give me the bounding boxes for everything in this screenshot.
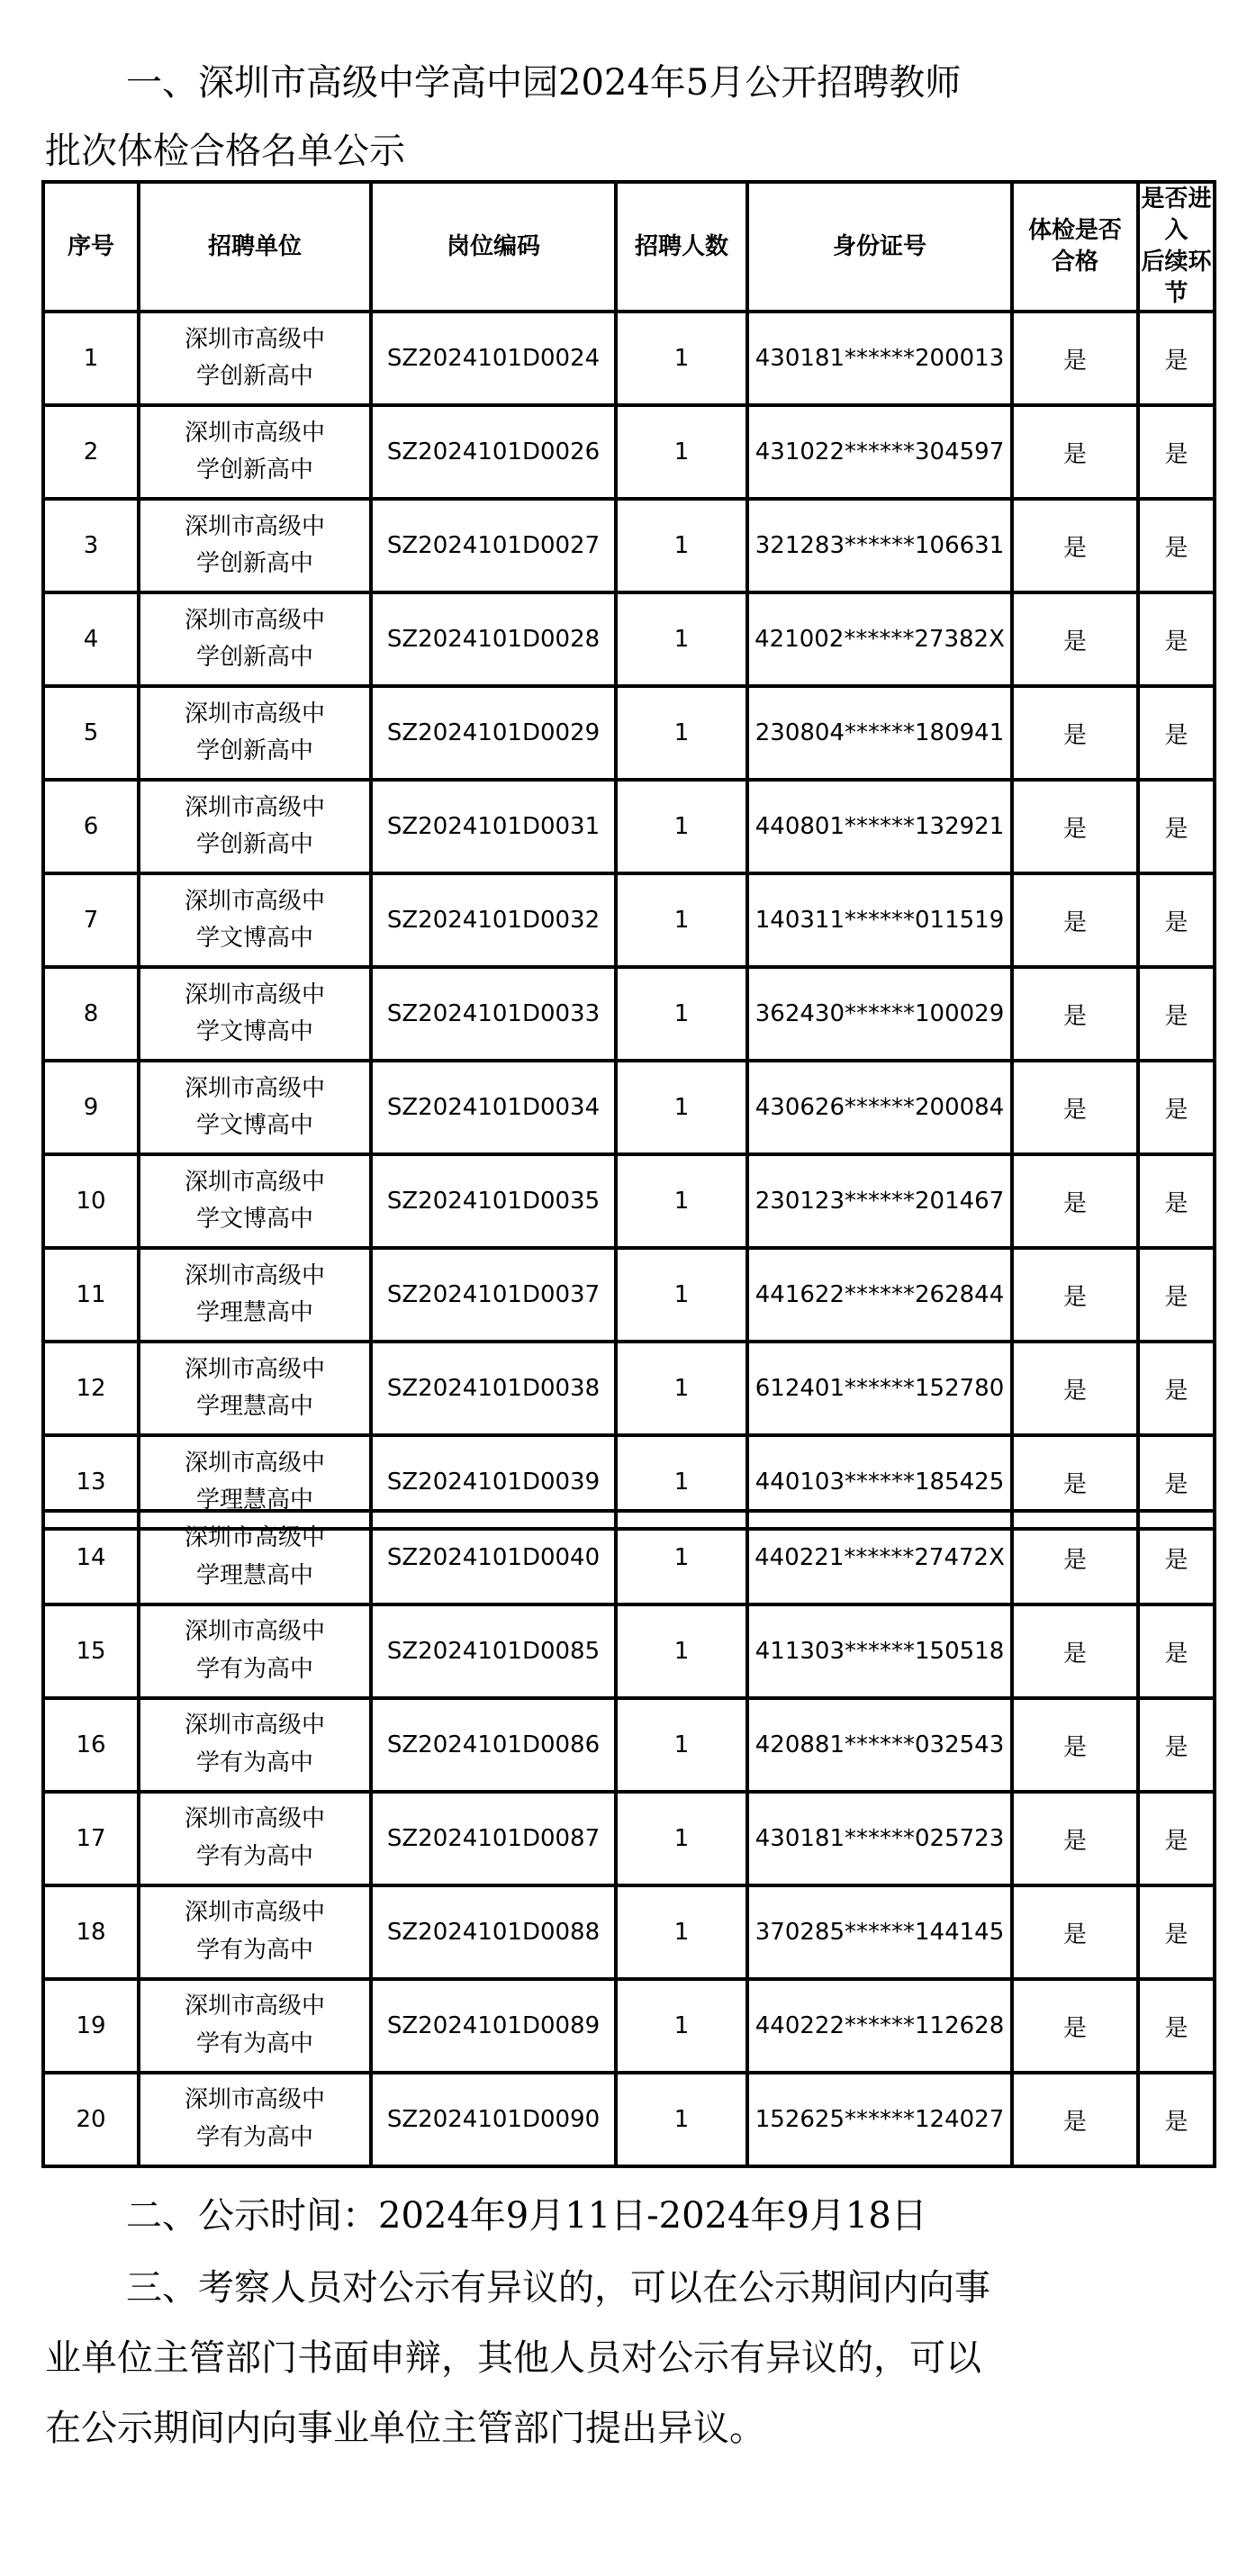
cell-seq: 12 <box>43 1342 139 1435</box>
cell-id-number: 140311******011519 <box>747 873 1012 967</box>
results-table-part2 <box>41 1509 1216 2168</box>
cell-next: 是 <box>1138 312 1215 405</box>
unit-line2: 学创新高中 <box>195 737 313 765</box>
cell-next: 是 <box>1138 780 1215 873</box>
cell-next: 是 <box>1138 1248 1215 1342</box>
unit-line2: 学有为高中 <box>195 2124 313 2151</box>
cell-count: 1 <box>616 1154 747 1248</box>
cell-unit <box>139 405 371 499</box>
cell-passed: 是 <box>1012 873 1138 967</box>
table-row <box>43 405 1215 499</box>
cell-id-number: 362430******100029 <box>747 967 1012 1061</box>
unit-line2: 学文博高中 <box>195 1112 313 1140</box>
cell-id-number: 321283******106631 <box>747 499 1012 592</box>
cell-passed: 是 <box>1012 1979 1138 2073</box>
unit-line1: 深圳市高级中 <box>184 1618 325 1646</box>
cell-passed: 是 <box>1012 686 1138 780</box>
unit-line1: 深圳市高级中 <box>184 1993 325 2020</box>
cell-unit <box>139 1792 371 1885</box>
header-passed-line1: 体检是否 <box>1027 217 1122 245</box>
unit-line2: 学创新高中 <box>195 831 313 859</box>
cell-next: 是 <box>1138 967 1215 1061</box>
page-title-line2: 批次体检合格名单公示 <box>45 131 405 172</box>
header-post-code: 岗位编码 <box>371 182 616 312</box>
cell-post-code: SZ2024101D0085 <box>371 1604 616 1698</box>
publicity-time: 二、公示时间：2024年9月11日-2024年9月18日 <box>126 2195 927 2237</box>
cell-count: 1 <box>616 967 747 1061</box>
table-row <box>43 780 1215 873</box>
cell-seq: 20 <box>43 2073 139 2166</box>
cell-passed: 是 <box>1012 1248 1138 1342</box>
unit-line1: 深圳市高级中 <box>184 1168 325 1196</box>
cell-next: 是 <box>1138 405 1215 499</box>
cell-unit <box>139 2073 371 2166</box>
cell-next: 是 <box>1138 1698 1215 1792</box>
cell-count: 1 <box>616 2073 747 2166</box>
cell-passed: 是 <box>1012 1698 1138 1792</box>
cell-post-code: SZ2024101D0090 <box>371 2073 616 2166</box>
cell-unit <box>139 1061 371 1154</box>
cell-seq: 4 <box>43 592 139 686</box>
unit-line1: 深圳市高级中 <box>184 419 325 447</box>
cell-passed: 是 <box>1012 1061 1138 1154</box>
objection-note-line2: 业单位主管部门书面申辩，其他人员对公示有异议的，可以 <box>45 2337 981 2379</box>
cell-next: 是 <box>1138 592 1215 686</box>
table-row <box>43 873 1215 967</box>
cell-unit <box>139 1342 371 1435</box>
cell-count: 1 <box>616 1435 747 1529</box>
cell-seq: 13 <box>43 1435 139 1529</box>
cell-id-number: 370285******144145 <box>747 1885 1012 1979</box>
header-next-line1: 是否进入 <box>1141 185 1212 245</box>
cell-unit <box>139 1154 371 1248</box>
cell-unit <box>139 1885 371 1979</box>
cell-seq: 10 <box>43 1154 139 1248</box>
unit-line1: 深圳市高级中 <box>184 981 325 1008</box>
cell-count: 1 <box>616 499 747 592</box>
cell-seq: 7 <box>43 873 139 967</box>
cell-passed: 是 <box>1012 1792 1138 1885</box>
unit-line2: 学创新高中 <box>195 550 313 578</box>
cell-unit <box>139 1979 371 2073</box>
cell-passed: 是 <box>1012 1342 1138 1435</box>
table-row <box>43 967 1215 1061</box>
cell-id-number: 440222******112628 <box>747 1979 1012 2073</box>
table-row <box>43 686 1215 780</box>
unit-line1: 深圳市高级中 <box>184 1449 325 1477</box>
cell-seq: 19 <box>43 1979 139 2073</box>
cell-id-number: 440801******132921 <box>747 780 1012 873</box>
unit-line2: 学文博高中 <box>195 1206 313 1234</box>
cell-next: 是 <box>1138 499 1215 592</box>
cell-id-number: 441622******262844 <box>747 1248 1012 1342</box>
unit-line2: 学文博高中 <box>195 925 313 953</box>
header-id-number: 身份证号 <box>747 182 1012 312</box>
unit-line2: 学有为高中 <box>195 2030 313 2057</box>
cell-id-number: 420881******032543 <box>747 1698 1012 1792</box>
table-row <box>43 592 1215 686</box>
cell-post-code: SZ2024101D0031 <box>371 780 616 873</box>
unit-line1: 深圳市高级中 <box>184 1261 325 1289</box>
table-row <box>43 1604 1215 1698</box>
cell-seq: 5 <box>43 686 139 780</box>
cell-id-number: 152625******124027 <box>747 2073 1012 2166</box>
table-header-row <box>43 182 1215 312</box>
cell-post-code: SZ2024101D0033 <box>371 967 616 1061</box>
cell-seq: 18 <box>43 1885 139 1979</box>
cell-passed: 是 <box>1012 2073 1138 2166</box>
table-row <box>43 499 1215 592</box>
table-row <box>43 1061 1215 1154</box>
cell-id-number: 430181******025723 <box>747 1792 1012 1885</box>
cell-unit <box>139 780 371 873</box>
header-passed-line2: 合格 <box>1051 249 1098 276</box>
cell-unit <box>139 686 371 780</box>
cell-next: 是 <box>1138 1154 1215 1248</box>
unit-line2: 学理慧高中 <box>195 1487 313 1514</box>
cell-id-number: 430626******200084 <box>747 1061 1012 1154</box>
cell-post-code: SZ2024101D0037 <box>371 1248 616 1342</box>
cell-post-code: SZ2024101D0028 <box>371 592 616 686</box>
cell-count: 1 <box>616 873 747 967</box>
unit-line2: 学有为高中 <box>195 1937 313 1964</box>
table-row <box>43 312 1215 405</box>
cell-seq: 1 <box>43 312 139 405</box>
cell-passed: 是 <box>1012 967 1138 1061</box>
unit-line2: 学理慧高中 <box>195 1299 313 1327</box>
cell-seq: 9 <box>43 1061 139 1154</box>
cell-id-number: 440221******27472X <box>747 1511 1012 1604</box>
header-count: 招聘人数 <box>616 182 747 312</box>
cell-unit <box>139 873 371 967</box>
cell-next: 是 <box>1138 1061 1215 1154</box>
table-row <box>43 1792 1215 1885</box>
cell-seq: 17 <box>43 1792 139 1885</box>
cell-passed: 是 <box>1012 592 1138 686</box>
cell-post-code: SZ2024101D0032 <box>371 873 616 967</box>
table-row <box>43 1154 1215 1248</box>
objection-note-line1: 三、考察人员对公示有异议的，可以在公示期间内向事 <box>126 2267 990 2309</box>
cell-post-code: SZ2024101D0087 <box>371 1792 616 1885</box>
unit-line1: 深圳市高级中 <box>184 2086 325 2114</box>
unit-line2: 学理慧高中 <box>195 1562 313 1589</box>
cell-unit <box>139 312 371 405</box>
cell-seq: 6 <box>43 780 139 873</box>
unit-line1: 深圳市高级中 <box>184 700 325 728</box>
cell-next: 是 <box>1138 1342 1215 1435</box>
table-row <box>43 1698 1215 1792</box>
cell-post-code: SZ2024101D0034 <box>371 1061 616 1154</box>
cell-unit <box>139 1511 371 1604</box>
unit-line2: 学有为高中 <box>195 1656 313 1683</box>
cell-count: 1 <box>616 1604 747 1698</box>
cell-seq: 11 <box>43 1248 139 1342</box>
cell-count: 1 <box>616 1698 747 1792</box>
cell-post-code: SZ2024101D0035 <box>371 1154 616 1248</box>
cell-unit <box>139 1248 371 1342</box>
cell-post-code: SZ2024101D0038 <box>371 1342 616 1435</box>
cell-next: 是 <box>1138 1885 1215 1979</box>
table-row <box>43 1511 1215 1604</box>
cell-post-code: SZ2024101D0088 <box>371 1885 616 1979</box>
cell-unit <box>139 499 371 592</box>
unit-line1: 深圳市高级中 <box>184 1074 325 1102</box>
unit-line1: 深圳市高级中 <box>184 1805 325 1833</box>
cell-count: 1 <box>616 1885 747 1979</box>
cell-count: 1 <box>616 1342 747 1435</box>
header-passed <box>1012 182 1138 312</box>
cell-count: 1 <box>616 1979 747 2073</box>
cell-seq: 14 <box>43 1511 139 1604</box>
cell-passed: 是 <box>1012 1511 1138 1604</box>
cell-next: 是 <box>1138 1979 1215 2073</box>
cell-id-number: 421002******27382X <box>747 592 1012 686</box>
unit-line1: 深圳市高级中 <box>184 1899 325 1927</box>
cell-seq: 3 <box>43 499 139 592</box>
header-next <box>1138 182 1215 312</box>
unit-line1: 深圳市高级中 <box>184 606 325 634</box>
cell-next: 是 <box>1138 1792 1215 1885</box>
cell-unit <box>139 1698 371 1792</box>
unit-line1: 深圳市高级中 <box>184 512 325 540</box>
cell-next: 是 <box>1138 1511 1215 1604</box>
page-title-line1: 一、深圳市高级中学高中园2024年5月公开招聘教师 <box>126 62 962 104</box>
header-unit: 招聘单位 <box>139 182 371 312</box>
cell-id-number: 411303******150518 <box>747 1604 1012 1698</box>
cell-next: 是 <box>1138 1604 1215 1698</box>
unit-line2: 学创新高中 <box>195 644 313 672</box>
cell-count: 1 <box>616 405 747 499</box>
table-row <box>43 2073 1215 2166</box>
cell-post-code: SZ2024101D0089 <box>371 1979 616 2073</box>
cell-seq: 15 <box>43 1604 139 1698</box>
cell-id-number: 431022******304597 <box>747 405 1012 499</box>
cell-passed: 是 <box>1012 405 1138 499</box>
cell-passed: 是 <box>1012 1885 1138 1979</box>
unit-line1: 深圳市高级中 <box>184 793 325 821</box>
table-row <box>43 1248 1215 1342</box>
unit-line1: 深圳市高级中 <box>184 325 325 353</box>
cell-count: 1 <box>616 1061 747 1154</box>
header-seq: 序号 <box>43 182 139 312</box>
cell-count: 1 <box>616 1792 747 1885</box>
cell-unit <box>139 967 371 1061</box>
cell-count: 1 <box>616 1248 747 1342</box>
cell-next: 是 <box>1138 873 1215 967</box>
cell-post-code: SZ2024101D0026 <box>371 405 616 499</box>
header-next-line2: 后续环节 <box>1141 249 1212 308</box>
unit-line2: 学有为高中 <box>195 1843 313 1870</box>
cell-passed: 是 <box>1012 1154 1138 1248</box>
cell-post-code: SZ2024101D0086 <box>371 1698 616 1792</box>
unit-line2: 学创新高中 <box>195 363 313 391</box>
cell-post-code: SZ2024101D0039 <box>371 1435 616 1529</box>
table-row <box>43 1885 1215 1979</box>
cell-passed: 是 <box>1012 1604 1138 1698</box>
cell-count: 1 <box>616 780 747 873</box>
objection-note-line3: 在公示期间内向事业单位主管部门提出异议。 <box>45 2408 765 2449</box>
cell-passed: 是 <box>1012 780 1138 873</box>
cell-seq: 2 <box>43 405 139 499</box>
cell-post-code: SZ2024101D0040 <box>371 1511 616 1604</box>
unit-line2: 学理慧高中 <box>195 1393 313 1421</box>
cell-passed: 是 <box>1012 1435 1138 1529</box>
unit-line2: 学创新高中 <box>195 456 313 484</box>
unit-line2: 学文博高中 <box>195 1018 313 1046</box>
cell-count: 1 <box>616 592 747 686</box>
cell-count: 1 <box>616 312 747 405</box>
cell-id-number: 440103******185425 <box>747 1435 1012 1529</box>
cell-post-code: SZ2024101D0024 <box>371 312 616 405</box>
cell-post-code: SZ2024101D0027 <box>371 499 616 592</box>
cell-id-number: 230804******180941 <box>747 686 1012 780</box>
cell-unit <box>139 1604 371 1698</box>
unit-line2: 学有为高中 <box>195 1749 313 1776</box>
cell-id-number: 612401******152780 <box>747 1342 1012 1435</box>
results-table-part1 <box>41 180 1216 1531</box>
table-row <box>43 1342 1215 1435</box>
table-row <box>43 1979 1215 2073</box>
unit-line1: 深圳市高级中 <box>184 887 325 915</box>
cell-passed: 是 <box>1012 499 1138 592</box>
cell-next: 是 <box>1138 2073 1215 2166</box>
unit-line1: 深圳市高级中 <box>184 1355 325 1383</box>
cell-seq: 8 <box>43 967 139 1061</box>
cell-id-number: 230123******201467 <box>747 1154 1012 1248</box>
cell-id-number: 430181******200013 <box>747 312 1012 405</box>
cell-count: 1 <box>616 686 747 780</box>
cell-next: 是 <box>1138 1435 1215 1529</box>
unit-line1: 深圳市高级中 <box>184 1712 325 1740</box>
unit-line1: 深圳市高级中 <box>184 1524 325 1552</box>
cell-passed: 是 <box>1012 312 1138 405</box>
cell-seq: 16 <box>43 1698 139 1792</box>
cell-post-code: SZ2024101D0029 <box>371 686 616 780</box>
cell-next: 是 <box>1138 686 1215 780</box>
cell-unit <box>139 592 371 686</box>
cell-count: 1 <box>616 1511 747 1604</box>
